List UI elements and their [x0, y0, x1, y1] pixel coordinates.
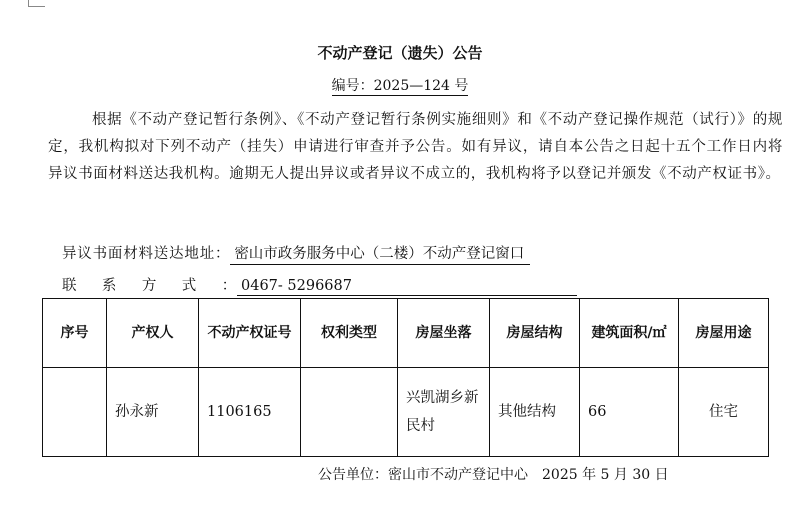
objection-address-row	[62, 242, 530, 265]
page-corner-mark	[28, 0, 45, 7]
announcement-title: 不动产登记（遗失）公告	[317, 44, 483, 62]
cell-right-type	[301, 368, 398, 457]
header-right-type: 权利类型	[301, 299, 398, 368]
cell-seq	[43, 368, 107, 457]
contact-phone-label: 联系方式：	[62, 278, 237, 294]
cell-owner: 孙永新	[107, 368, 199, 457]
header-certificate-number: 不动产权证号	[199, 299, 301, 368]
table-header-row	[43, 299, 769, 368]
header-owner: 产权人	[107, 299, 199, 368]
document-number	[0, 75, 800, 95]
header-structure: 房屋结构	[490, 299, 580, 368]
header-area: 建筑面积/㎡	[580, 299, 679, 368]
announcement-body: 根据《不动产登记暂行条例》、《不动产登记暂行条例实施细则》和《不动产登记操作规范（试行）》的规定，我机构拟对下列不动产（挂失）申请进行审查并予公告。如有异议，请自本公告之日起十五个工作日内将异议书面材料送达我机构。逾期无人提出异议或者异议不成立的，我机构将予以登记并颁发《不动产权证书》。	[48, 112, 783, 182]
contact-phone-value: 0467- 5296687	[237, 278, 577, 296]
objection-address-value: 密山市政务服务中心（二楼）不动产登记窗口	[230, 242, 530, 265]
cell-location: 兴凯湖乡新民村	[398, 368, 490, 457]
cell-area: 66	[580, 368, 679, 457]
cell-usage: 住宅	[679, 368, 769, 457]
objection-address-label: 异议书面材料送达地址：	[62, 246, 231, 262]
cell-certificate-number: 1106165	[199, 368, 301, 457]
header-usage: 房屋用途	[679, 299, 769, 368]
header-seq: 序号	[43, 299, 107, 368]
contact-phone-row	[62, 274, 577, 296]
cell-structure: 其他结构	[490, 368, 580, 457]
announcement-footer: 公告单位：密山市不动产登记中心 2025 年 5 月 30 日	[318, 467, 669, 483]
header-location: 房屋坐落	[398, 299, 490, 368]
document-number-text: 编号：2025—124 号	[331, 78, 469, 94]
table-row	[43, 368, 769, 457]
registration-table	[42, 298, 769, 457]
